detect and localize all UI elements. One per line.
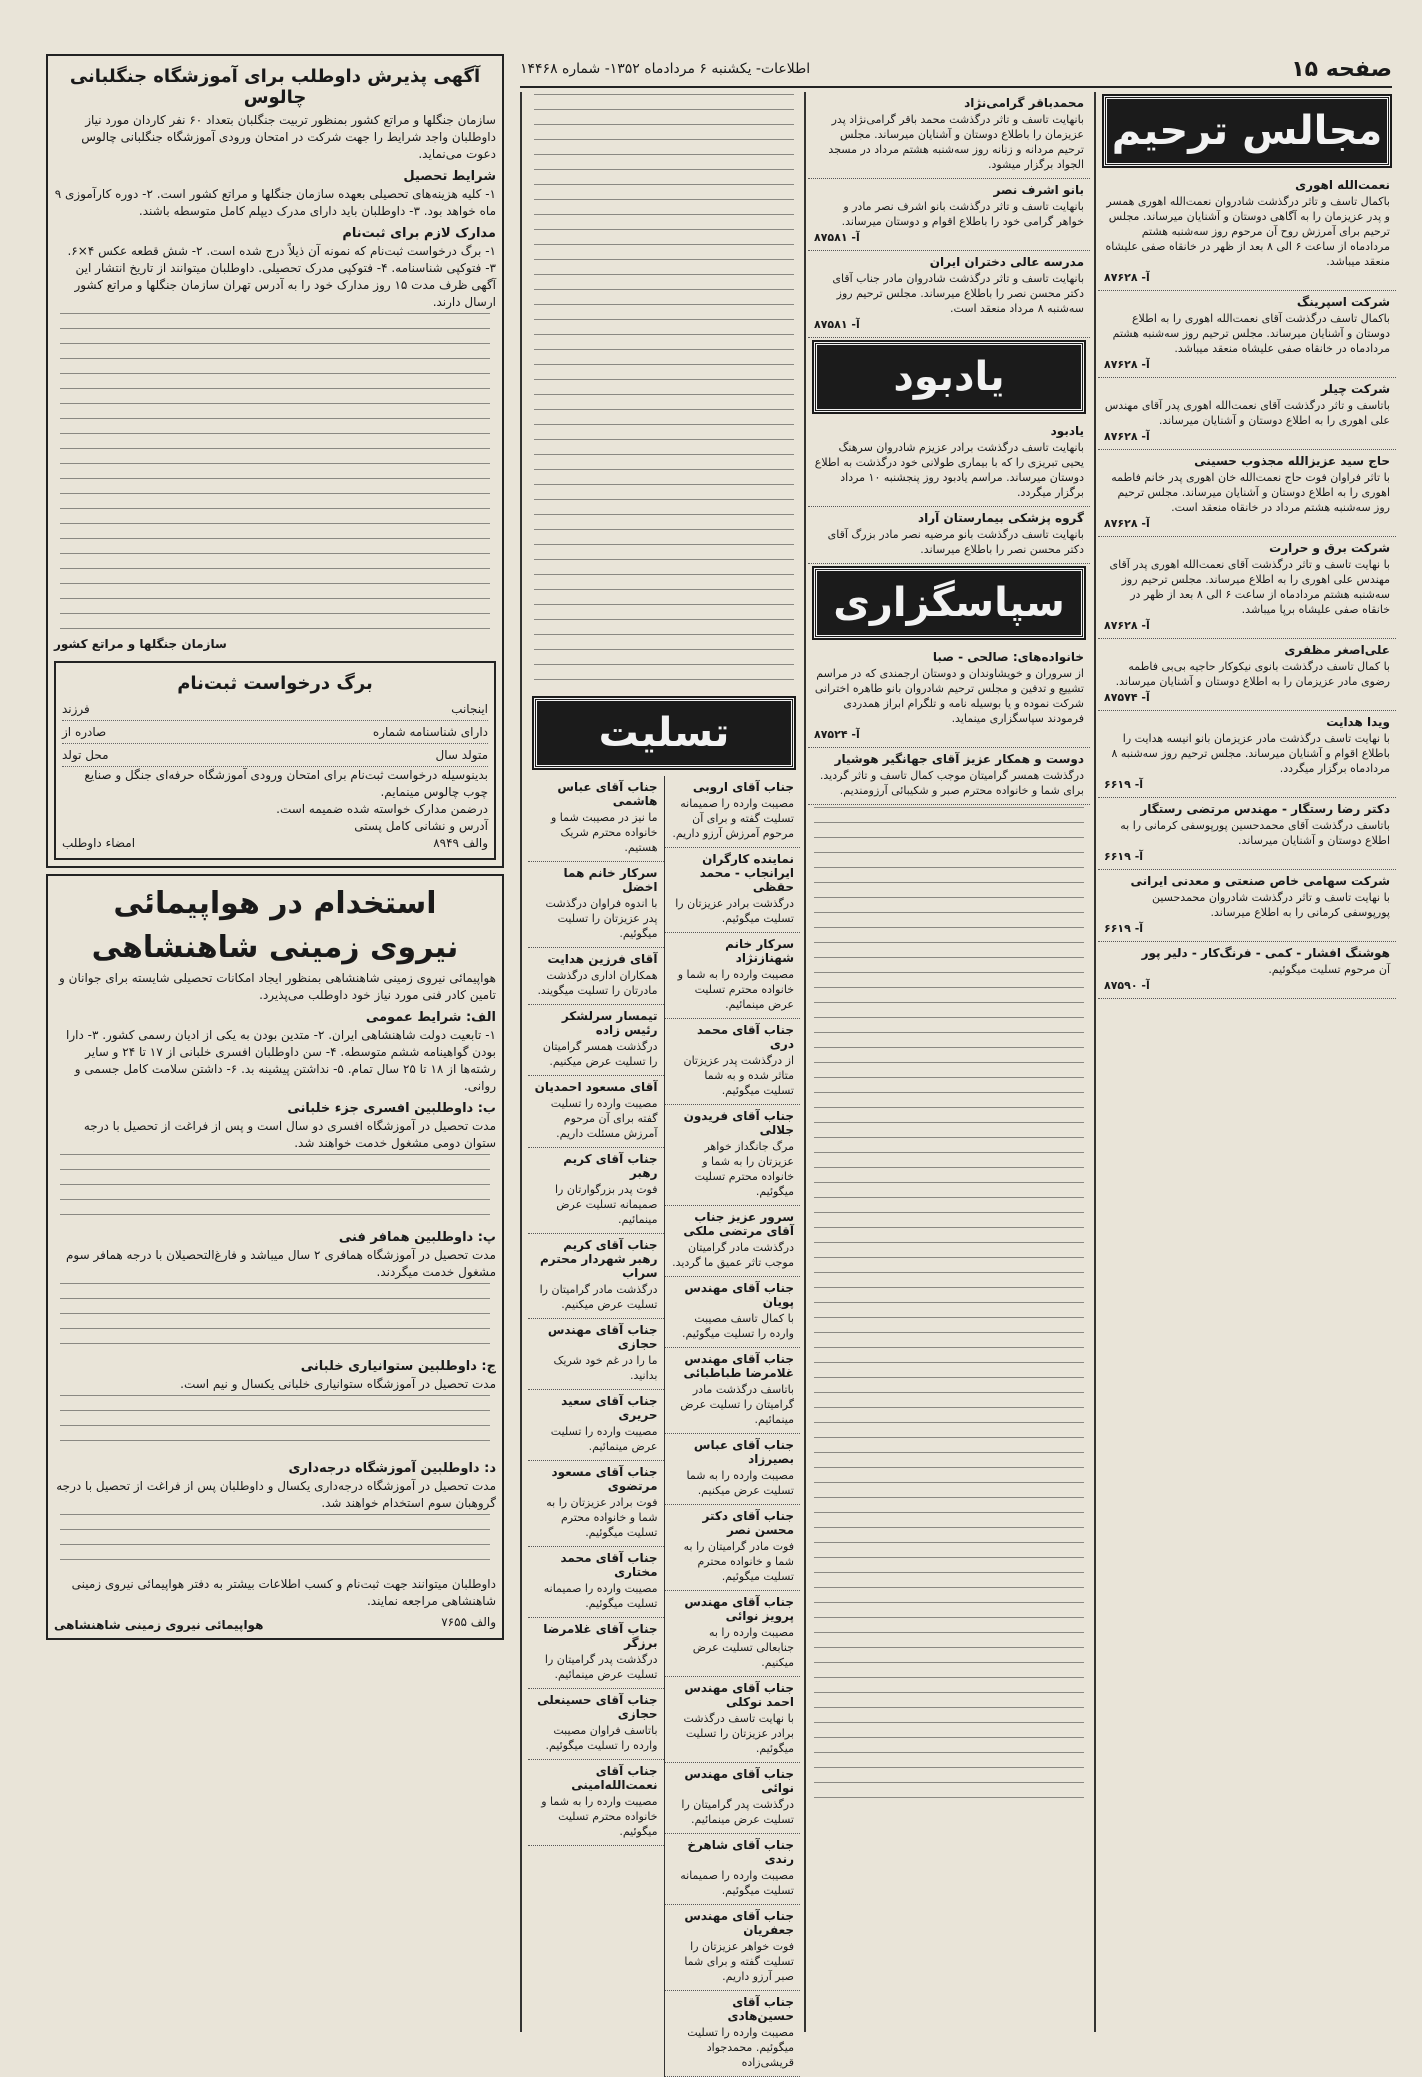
notice-list bbox=[528, 776, 664, 2077]
text-block bbox=[60, 1154, 490, 1224]
ad-subheading: الف: شرایط عمومی bbox=[365, 1010, 496, 1025]
notice-body: مصیبت وارده را تسلیت گفته برای آن مرحوم آمرزش مسئلت داریم. bbox=[550, 1097, 658, 1140]
notice bbox=[528, 1234, 664, 1319]
form-docs: درضمن مدارک خواسته شده ضمیمه است. bbox=[276, 802, 488, 816]
notice bbox=[528, 1148, 664, 1234]
column-3 bbox=[528, 92, 800, 2069]
notice-body: از سروران و خویشاوندان و دوستان ارجمندی که در مراسم تشییع و تدفین و مجلس ترحیم شادروان بانو طاهره اخترانی شرکت نموده و یا بوسیله نامه و تلگرام ابراز همدردی فرمودند سپاسگزاری مینماید. bbox=[814, 667, 1084, 725]
ad-paragraph: ۱- کلیه هزینه‌های تحصیلی بعهده سازمان جنگلها و مراتع کشور است. ۲- دوره کارآموزی ۹ ماه خواهد بود. ۳- داوطلبان باید دارای مدرک دیپلم کامل متوسطه باشند. bbox=[54, 187, 496, 218]
notice-body: درگذشت پدر گرامیتان را تسلیت عرض مینمائیم. bbox=[681, 1798, 794, 1826]
notice bbox=[808, 179, 1090, 251]
ad-paragraph: ۱- برگ درخواست ثبت‌نام که نمونه آن ذیلاً درج شده است. ۲- شش قطعه عکس ۴×۶. ۳- فتوکپی شناسنامه. ۴- فتوکپی مدرک تحصیلی. داوطلبان میتوانند از تاریخ انتشار این آگهی ظرف مدت ۱۵ روز مدارک خود را به آدرس تهران سازمان جنگلها و مراتع کشور ارسال دارند. bbox=[67, 244, 496, 309]
ad-headline: نیروی زمینی شاهنشاهی bbox=[91, 930, 459, 965]
notice-title: جناب آقای محمد دری bbox=[697, 1023, 794, 1051]
form-row bbox=[62, 721, 488, 744]
notice bbox=[1098, 450, 1396, 537]
section-banner-condolence-gathering: مجالس ترحیم bbox=[1104, 96, 1390, 166]
notice-body: باتاسف فراوان مصیبت وارده را تسلیت میگوئیم. bbox=[545, 1724, 658, 1752]
notice-title: سرور عزیز جناب آقای مرتضی ملکی bbox=[683, 1210, 794, 1238]
notice-title: ویدا هدایت bbox=[1326, 715, 1390, 729]
notice bbox=[1098, 711, 1396, 798]
notice-body: درگذشت برادر عزیزتان را تسلیت میگوئیم. bbox=[675, 897, 794, 925]
notice-body: ما را در غم خود شریک بدانید. bbox=[553, 1354, 658, 1382]
notice-body: درگذشت همسر گرامیتان را تسلیت عرض میکنیم. bbox=[542, 1040, 658, 1068]
condolence-grid bbox=[528, 776, 800, 2077]
notice bbox=[665, 1763, 801, 1834]
notice bbox=[665, 1277, 801, 1348]
notice-body: فوت برادر عزیزتان را به شما و خانواده محترم تسلیت میگوئیم. bbox=[546, 1496, 658, 1539]
notice bbox=[528, 776, 664, 862]
notice bbox=[1098, 378, 1396, 450]
notice bbox=[528, 948, 664, 1005]
ad-paragraph: مدت تحصیل در آموزشگاه افسری دو سال است و پس از فراغت از تحصیل با درجه ستوان دومی مشغول خدمت خواهند شد. bbox=[83, 1119, 496, 1150]
form-row bbox=[62, 744, 488, 767]
ad-closing: داوطلبان میتوانند جهت ثبت‌نام و کسب اطلاعات بیشتر به دفتر هواپیمائی نیروی زمینی شاهنشاهی مراجعه نمایند. bbox=[71, 1577, 496, 1608]
notice-body: باکمال تاسف درگذشت آقای نعمت‌الله اهوری را به اطلاع دوستان و آشنایان میرساند. مجلس ترحیم روز سه‌شنبه هشتم مردادماه در خانقاه صفی علیشاه منعقد میباشد. bbox=[1112, 312, 1390, 355]
notice-list bbox=[664, 776, 801, 2077]
notice-body: فوت مادر گرامیتان را به شما و خانواده محترم تسلیت میگوئیم. bbox=[683, 1540, 794, 1583]
notice-body: همکاران اداری درگذشت مادرتان را تسلیت میگویند. bbox=[537, 969, 658, 997]
notice bbox=[528, 1618, 664, 1689]
notice-body: با کمال تاسف مصیبت وارده را تسلیت میگوئیم. bbox=[681, 1312, 794, 1340]
notice-code: آ- ۸۷۵۹۰ bbox=[1104, 979, 1150, 992]
notice bbox=[665, 1505, 801, 1591]
form-label: صادره از bbox=[62, 725, 107, 739]
notice-title: جناب آقای مهندس پویان bbox=[684, 1281, 794, 1309]
notice-title: جناب آقای محمد مختاری bbox=[560, 1551, 658, 1579]
notice-title: جناب آقای عباس بصیرزاد bbox=[693, 1438, 794, 1466]
notice-body: بانهایت تاسف و تاثر درگذشت شادروان مادر جناب آقای دکتر محسن نصر را باطلاع میرساند. مجلس ترحیم روز سه‌شنبه ۸ مرداد منعقد است. bbox=[832, 272, 1084, 315]
ad-subheading: د: داوطلبین آموزشگاه درجه‌داری bbox=[288, 1461, 496, 1476]
notice bbox=[528, 1760, 664, 1846]
notice-title: حاج سید عزیزالله مجذوب حسینی bbox=[1194, 454, 1390, 468]
notice-body: مصیبت وارده را به شما و خانواده محترم تسلیت عرض مینمائیم. bbox=[677, 968, 794, 1011]
form-footer bbox=[62, 835, 488, 852]
notice-body: ما نیز در مصیبت شما و خانواده محترم شریک هستیم. bbox=[551, 811, 658, 854]
notice-body: مصیبت وارده را صمیمانه تسلیت میگوئیم. bbox=[680, 1869, 794, 1897]
notice bbox=[808, 748, 1090, 805]
notice-title: محمدباقر گرامی‌نژاد bbox=[964, 96, 1084, 110]
ad-subheading: ب: داوطلبین افسری جزء خلبانی bbox=[287, 1101, 496, 1116]
form-title: برگ درخواست ثبت‌نام bbox=[177, 673, 373, 694]
notice-title: شرکت سهامی خاص صنعتی و معدنی ایرانی bbox=[1130, 874, 1390, 888]
notice-body: مصیبت وارده را تسلیت میگوئیم. محمدجواد قریشی‌زاده bbox=[687, 2026, 794, 2069]
notice-body: بانهایت تاسف و تاثر درگذشت محمد باقر گرامی‌نژاد پدر عزیزمان را باطلاع دوستان و آشنایان میرساند. مجلس ترحیم مردانه و زنانه روز سه‌شنبه هشتم مرداد در مسجد الجواد برگزار میشود. bbox=[828, 113, 1084, 171]
notice-title: جناب آقای مهندس حجازی bbox=[547, 1323, 658, 1351]
notice-code: آ- ۶۶۱۹ bbox=[1104, 778, 1144, 791]
notice-title: جناب آقای مهندس پرویز نوائی bbox=[684, 1595, 794, 1623]
notice-body: باتاسف درگذشت مادر گرامیتان را تسلیت عرض مینمائیم. bbox=[680, 1383, 794, 1426]
notice-code: آ- ۸۷۶۲۸ bbox=[1104, 358, 1150, 371]
notice-body: درگذشت مادر گرامیتان موجب تاثر عمیق ما گردید. bbox=[672, 1241, 794, 1269]
notice bbox=[808, 420, 1090, 507]
notice bbox=[528, 1076, 664, 1148]
notice-code: آ- ۶۶۱۹ bbox=[1104, 850, 1144, 863]
notice-title: بانو اشرف نصر bbox=[993, 183, 1084, 197]
form-label: متولد سال bbox=[435, 748, 488, 762]
notice-title: علی‌اصغر مظفری bbox=[1284, 643, 1390, 657]
ad-forestry-school bbox=[46, 54, 504, 868]
notice bbox=[1098, 942, 1396, 999]
notice-body: با نهایت تاسف درگذشت مادر عزیزمان بانو انیسه هدایت را باطلاع اقوام و آشنایان میرساند. مجلس ترحیم روز سه‌شنبه ۸ مردادماه برگزار میگردد. bbox=[1111, 732, 1390, 775]
ad-subheading: ج: داوطلبین ستوانیاری خلبانی bbox=[300, 1359, 496, 1374]
notice-body: باتاسف و تاثر درگذشت آقای نعمت‌الله اهوری پدر آقای مهندس علی اهوری را به اطلاع دوستان و آشنایان میرساند. bbox=[1104, 399, 1390, 427]
notice-body: درگذشت پدر گرامیتان را تسلیت عرض مینمائیم. bbox=[544, 1653, 658, 1681]
notice-title: جناب آقای مهندس غلامرضا طباطبائی bbox=[683, 1352, 794, 1380]
text-block bbox=[534, 94, 794, 694]
notice-title: شرکت برق و حرارت bbox=[1269, 541, 1390, 555]
column-4 bbox=[40, 48, 510, 2032]
notice-body: با نهایت تاسف و تاثر درگذشت آقای نعمت‌الله اهوری پدر آقای مهندس علی اهوری را به اطلاع میرساند. مجلس ترحیم روز سه‌شنبه هشتم مردادماه از ساعت ۶ الی ۸ بعد از ظهر در خانقاه صفی علیشاه برپا میباشد. bbox=[1109, 558, 1390, 616]
notice-title: تیمسار سرلشکر رئیس زاده bbox=[561, 1009, 658, 1037]
notice bbox=[528, 1689, 664, 1760]
notice-title: جناب آقای حسینعلی حجازی bbox=[537, 1693, 658, 1721]
text-block bbox=[60, 1395, 490, 1455]
ad-footer: سازمان جنگلها و مراتع کشور bbox=[54, 637, 227, 651]
notice-body: باکمال تاسف و تاثر درگذشت شادروان نعمت‌الله اهوری همسر و پدر عزیزمان را به آگاهی دوستان و آشنایان میرساند. مجلس ترحیم برای آمرزش روح آن مرحوم روز سه‌شنبه هشتم مردادماه از ساعت ۶ الی ۸ بعد از ظهر در خانقاه صفی علیشاه منعقد میباشد. bbox=[1105, 195, 1390, 268]
notice-body: با کمال تاسف درگذشت بانوی نیکوکار حاجیه بی‌بی فاطمه رضوی مادر عزیزمان را به اطلاع دوستان و آشنایان میرساند. bbox=[1115, 660, 1390, 688]
notice-code: آ- ۸۷۵۸۱ bbox=[814, 318, 860, 331]
ad-army-aviation bbox=[46, 874, 504, 1640]
notice bbox=[665, 1105, 801, 1206]
notice-body: مصیبت وارده را به شما و خانواده محترم تسلیت میگوئیم. bbox=[541, 1795, 658, 1838]
notice-title: جناب آقای اروبی bbox=[692, 780, 794, 794]
notice-body: مصیبت وارده را صمیمانه تسلیت گفته و برای آن مرحوم آمرزش آرزو داریم. bbox=[672, 797, 794, 840]
notice bbox=[1098, 537, 1396, 639]
notice-title: جناب آقای مهندس احمد نوکلی bbox=[684, 1681, 794, 1709]
notice-body: مصیبت وارده را به شما تسلیت عرض میکنیم. bbox=[686, 1469, 794, 1497]
page-header bbox=[520, 52, 1392, 88]
notice-body: فوت پدر بزرگوارتان را صمیمانه تسلیت عرض مینمائیم. bbox=[554, 1183, 658, 1226]
notice bbox=[665, 776, 801, 848]
notice-body: از درگذشت پدر عزیزتان متاثر شده و به شما تسلیت میگوئیم. bbox=[683, 1054, 794, 1097]
ad-paragraph: ۱- تابعیت دولت شاهنشاهی ایران. ۲- متدین بودن به یکی از ادیان رسمی کشور. ۳- دارا بودن گواهینامه ششم متوسطه. ۴- سن داوطلبان افسری خلبانی از ۱۷ تا ۲۴ و سایر رشته‌ها از ۱۸ تا ۲۵ سال تمام. ۵- نداشتن پیشینه بد. ۶- داشتن سلامت کامل جسمی و روانی. bbox=[66, 1028, 496, 1093]
notice-title: مدرسه عالی دختران ایران bbox=[929, 255, 1084, 269]
notice bbox=[665, 1019, 801, 1105]
ad-paragraph: مدت تحصیل در آموزشگاه درجه‌داری یکسال و داوطلبان پس از فراغت از تحصیل با درجه گروهبان سوم استخدام خواهند شد. bbox=[56, 1479, 496, 1510]
notice bbox=[528, 1461, 664, 1547]
notice bbox=[1098, 291, 1396, 378]
notice-title: شرکت اسپرینگ bbox=[1296, 295, 1390, 309]
notice-code: آ- ۸۷۶۲۸ bbox=[1104, 430, 1150, 443]
notice bbox=[1098, 174, 1396, 291]
column-rule bbox=[520, 92, 522, 2032]
notice-body: مصیبت وارده را به جنابعالی تسلیت عرض میکنیم. bbox=[692, 1626, 794, 1669]
notice-body: با نهایت تاسف درگذشت برادر عزیزتان را تسلیت میگوئیم. bbox=[683, 1712, 794, 1755]
notice-body: با نهایت تاسف و تاثر درگذشت شادروان محمدحسین پورپوسفی کرمانی را به اطلاع میرساند. bbox=[1151, 891, 1390, 919]
ad-subheading: مدارک لازم برای ثبت‌نام bbox=[342, 226, 496, 241]
notice bbox=[665, 1206, 801, 1277]
ad-paragraph: مدت تحصیل در آموزشگاه همافری ۲ سال میباشد و فارغ‌التحصیلان با درجه همافر سوم مشغول خدمت میگردند. bbox=[65, 1248, 496, 1279]
form-rows bbox=[62, 698, 488, 767]
notice-body: مصیبت وارده را تسلیت عرض مینمائیم. bbox=[550, 1425, 658, 1453]
notice bbox=[665, 1591, 801, 1677]
ad-signature: هواپیمائی نیروی زمینی شاهنشاهی bbox=[54, 1618, 264, 1632]
ad-title: آگهی پذیرش داوطلب برای آموزشگاه جنگلبانی چالوس bbox=[69, 66, 481, 108]
text-block bbox=[814, 807, 1084, 1807]
notice bbox=[528, 1390, 664, 1461]
ad-footer bbox=[54, 1614, 496, 1632]
notice-title: جناب آقای کریم رهبر bbox=[563, 1152, 658, 1180]
notice-title: جناب آقای شاهرخ رندی bbox=[687, 1838, 794, 1866]
text-block bbox=[60, 1514, 490, 1574]
notice bbox=[665, 1434, 801, 1505]
column-rule bbox=[804, 92, 806, 2032]
notice bbox=[528, 1547, 664, 1618]
notice-title: جناب آقای مهندس جعفریان bbox=[684, 1909, 794, 1937]
notice bbox=[665, 1905, 801, 1991]
notice-body: درگذشت مادر گرامیتان را تسلیت عرض میکنیم. bbox=[539, 1283, 658, 1311]
notice-body: آن مرحوم تسلیت میگوئیم. bbox=[1268, 963, 1390, 976]
column-rule bbox=[1094, 92, 1096, 2032]
notice bbox=[665, 1991, 801, 2077]
notice-title: خانواده‌های: صالحی - صبا bbox=[932, 650, 1084, 664]
paper-dateline: اطلاعات- یکشنبه ۶ مردادماه ۱۳۵۲- شماره ۱۴۴۶۸ bbox=[520, 61, 811, 77]
notice-title: نماینده کارگران ایرانجاب - محمد حقظی bbox=[699, 852, 794, 894]
form-row bbox=[62, 698, 488, 721]
notice-code: آ- ۸۷۵۲۴ bbox=[814, 728, 860, 741]
notice-title: جناب آقای فریدون جلالی bbox=[683, 1109, 794, 1137]
notice-title: هوشنگ افشار - کمی - فرنگ‌کار - دلیر پور bbox=[1141, 946, 1390, 960]
notice-title: نعمت‌الله اهوری bbox=[1295, 178, 1390, 192]
notice bbox=[808, 92, 1090, 179]
notice-title: جناب آقای نعمت‌الله‌امینی bbox=[571, 1764, 658, 1792]
ad-headline: استخدام در هواپیمائی bbox=[113, 886, 437, 921]
notice-title: جناب آقای دکتر محسن نصر bbox=[702, 1509, 794, 1537]
notice-title: گروه پزشکی بیمارستان آراد bbox=[917, 511, 1084, 525]
notice-body: با اندوه فراوان درگذشت پدر عزیزتان را تسلیت میگوئیم. bbox=[545, 897, 658, 940]
notice-body: بانهایت تاسف درگذشت بانو مرضیه نصر مادر بزرگ آقای دکتر محسن نصر را باطلاع میرساند. bbox=[827, 528, 1084, 556]
notice-list bbox=[1098, 174, 1396, 999]
notice-code: آ- ۸۷۶۲۸ bbox=[1104, 619, 1150, 632]
notice bbox=[665, 1834, 801, 1905]
notice bbox=[528, 862, 664, 948]
form-label: دارای شناسنامه شماره bbox=[372, 725, 488, 739]
notice bbox=[1098, 639, 1396, 711]
page-number: صفحه ۱۵ bbox=[1291, 56, 1392, 82]
notice bbox=[808, 251, 1090, 338]
notice-title: دوست و همکار عزیز آقای جهانگیر هوشیار bbox=[834, 752, 1084, 766]
notice bbox=[665, 1348, 801, 1434]
form-label: فرزند bbox=[62, 702, 90, 716]
notice-title: آقای فرزین هدایت bbox=[547, 952, 658, 966]
ad-subheading: پ: داوطلبین همافر فنی bbox=[338, 1230, 496, 1245]
notice-title: جناب آقای غلامرضا برزگر bbox=[543, 1622, 658, 1650]
notice-title: سرکار خانم هما اخضل bbox=[563, 866, 658, 894]
ad-intro: سازمان جنگلها و مراتع کشور بمنظور تربیت جنگلبان بتعداد ۶۰ نفر کاردان مورد نیاز داوطلبان واجد شرایط را جهت شرکت در امتحان ورودی آموزشگاه جنگلبانی چالوس دعوت می‌نماید. bbox=[81, 113, 496, 161]
form-label: محل تولد bbox=[62, 748, 109, 762]
notice-body: بانهایت تاسف درگذشت برادر عزیزم شادروان سرهنگ یحیی تبریزی را که با بیماری طولانی خود درگذشت به اطلاع دوستان میرساند. مراسم یادبود روز پنجشنبه ۱۰ مرداد برگزار میگردد. bbox=[814, 441, 1084, 499]
notice-body: با تاثر فراوان فوت حاج نعمت‌الله خان اهوری پدر خانم فاطمه اهوری را به اطلاع دوستان و آشنایان میرساند. مجلس ترحیم روز سه‌شنبه هشتم مرداد در خانقاه منعقد است. bbox=[1111, 471, 1390, 514]
ad-code: والف ۷۶۵۵ bbox=[441, 1615, 496, 1629]
section-banner-memorial: یادبود bbox=[814, 342, 1084, 412]
notice bbox=[808, 507, 1090, 564]
notice bbox=[665, 1677, 801, 1763]
notice-title: جناب آقای مهندس نوائی bbox=[684, 1767, 794, 1795]
form-text: بدینوسیله درخواست ثبت‌نام برای امتحان ورودی آموزشگاه حرفه‌ای جنگل و صنایع چوب چالوس مینمایم. bbox=[84, 768, 488, 799]
notice-body: بانهایت تاسف و تاثر درگذشت بانو اشرف نصر مادر و خواهر گرامی خود را باطلاع اقوام و دوستان میرساند. bbox=[841, 200, 1084, 228]
ad-subheading: شرایط تحصیل bbox=[403, 169, 496, 184]
form-signature: امضاء داوطلب bbox=[62, 836, 136, 850]
notice-code: آ- ۶۶۱۹ bbox=[1104, 922, 1144, 935]
notice-title: جناب آقای مسعود مرتضوی bbox=[551, 1465, 658, 1493]
notice-code: آ- ۸۷۶۲۸ bbox=[1104, 517, 1150, 530]
text-block bbox=[60, 313, 490, 633]
notice-title: شرکت چیلر bbox=[1320, 382, 1390, 396]
column-2 bbox=[808, 92, 1090, 2032]
registration-form bbox=[54, 661, 496, 860]
notice-body: باتاسف درگذشت آقای محمدحسین پورپوسفی کرمانی را به اطلاع دوستان و آشنایان میرساند. bbox=[1120, 819, 1390, 847]
section-banner-condolence: تسلیت bbox=[534, 698, 794, 768]
notice bbox=[665, 933, 801, 1019]
notice-code: آ- ۸۷۵۷۴ bbox=[1104, 691, 1150, 704]
notice-body: فوت خواهر عزیزتان را تسلیت گفته و برای شما صبر آرزو داریم. bbox=[684, 1940, 794, 1983]
notice bbox=[1098, 798, 1396, 870]
notice-title: دکتر رضا رستگار - مهندس مرتضی رستگار bbox=[1140, 802, 1390, 816]
notice-title: آقای مسعود احمدیان bbox=[534, 1080, 658, 1094]
notice-title: جناب آقای کریم رهبر شهردار محترم سراب bbox=[539, 1238, 658, 1280]
form-label: اینجانب bbox=[451, 702, 488, 716]
form-address: آدرس و نشانی کامل پستی bbox=[354, 819, 488, 833]
notice-list bbox=[808, 92, 1090, 338]
notice bbox=[528, 1005, 664, 1076]
notice bbox=[665, 848, 801, 933]
notice-title: جناب آقای حسین‌هادی bbox=[727, 1995, 794, 2023]
notice-list bbox=[808, 646, 1090, 805]
notice-list bbox=[808, 420, 1090, 564]
notice bbox=[528, 1319, 664, 1390]
notice-body: مرگ جانگداز خواهر عزیزتان را به شما و خانواده محترم تسلیت میگوئیم. bbox=[694, 1140, 794, 1198]
notice bbox=[1098, 870, 1396, 942]
notice-title: یادبود bbox=[1050, 424, 1084, 438]
ad-paragraph: مدت تحصیل در آموزشگاه ستوانیاری خلبانی یکسال و نیم است. bbox=[180, 1377, 496, 1391]
notice bbox=[808, 646, 1090, 748]
column-1 bbox=[1098, 92, 1396, 2032]
notice-title: سرکار خانم شهنازنژاد bbox=[725, 937, 794, 965]
ad-intro: هواپیمائی نیروی زمینی شاهنشاهی بمنظور ایجاد امکانات تحصیلی شایسته برای جوانان و تامین کادر فنی مورد نیاز خود داوطلب می‌پذیرد. bbox=[59, 971, 496, 1002]
notice-body: مصیبت وارده را صمیمانه تسلیت میگوئیم. bbox=[543, 1582, 658, 1610]
section-banner-gratitude: سپاسگزاری bbox=[814, 568, 1084, 638]
form-code: والف ۸۹۴۹ bbox=[433, 836, 488, 850]
notice-title: جناب آقای سعید حریری bbox=[561, 1394, 658, 1422]
notice-body: درگذشت همسر گرامیتان موجب کمال تاسف و تاثر گردید. برای شما و خانواده محترم صبر و شکیبائی آرزومندیم. bbox=[819, 769, 1084, 797]
notice-code: آ- ۸۷۶۲۸ bbox=[1104, 271, 1150, 284]
notice-code: آ- ۸۷۵۸۱ bbox=[814, 231, 860, 244]
notice-title: جناب آقای عباس هاشمی bbox=[557, 780, 658, 808]
text-block bbox=[60, 1283, 490, 1353]
